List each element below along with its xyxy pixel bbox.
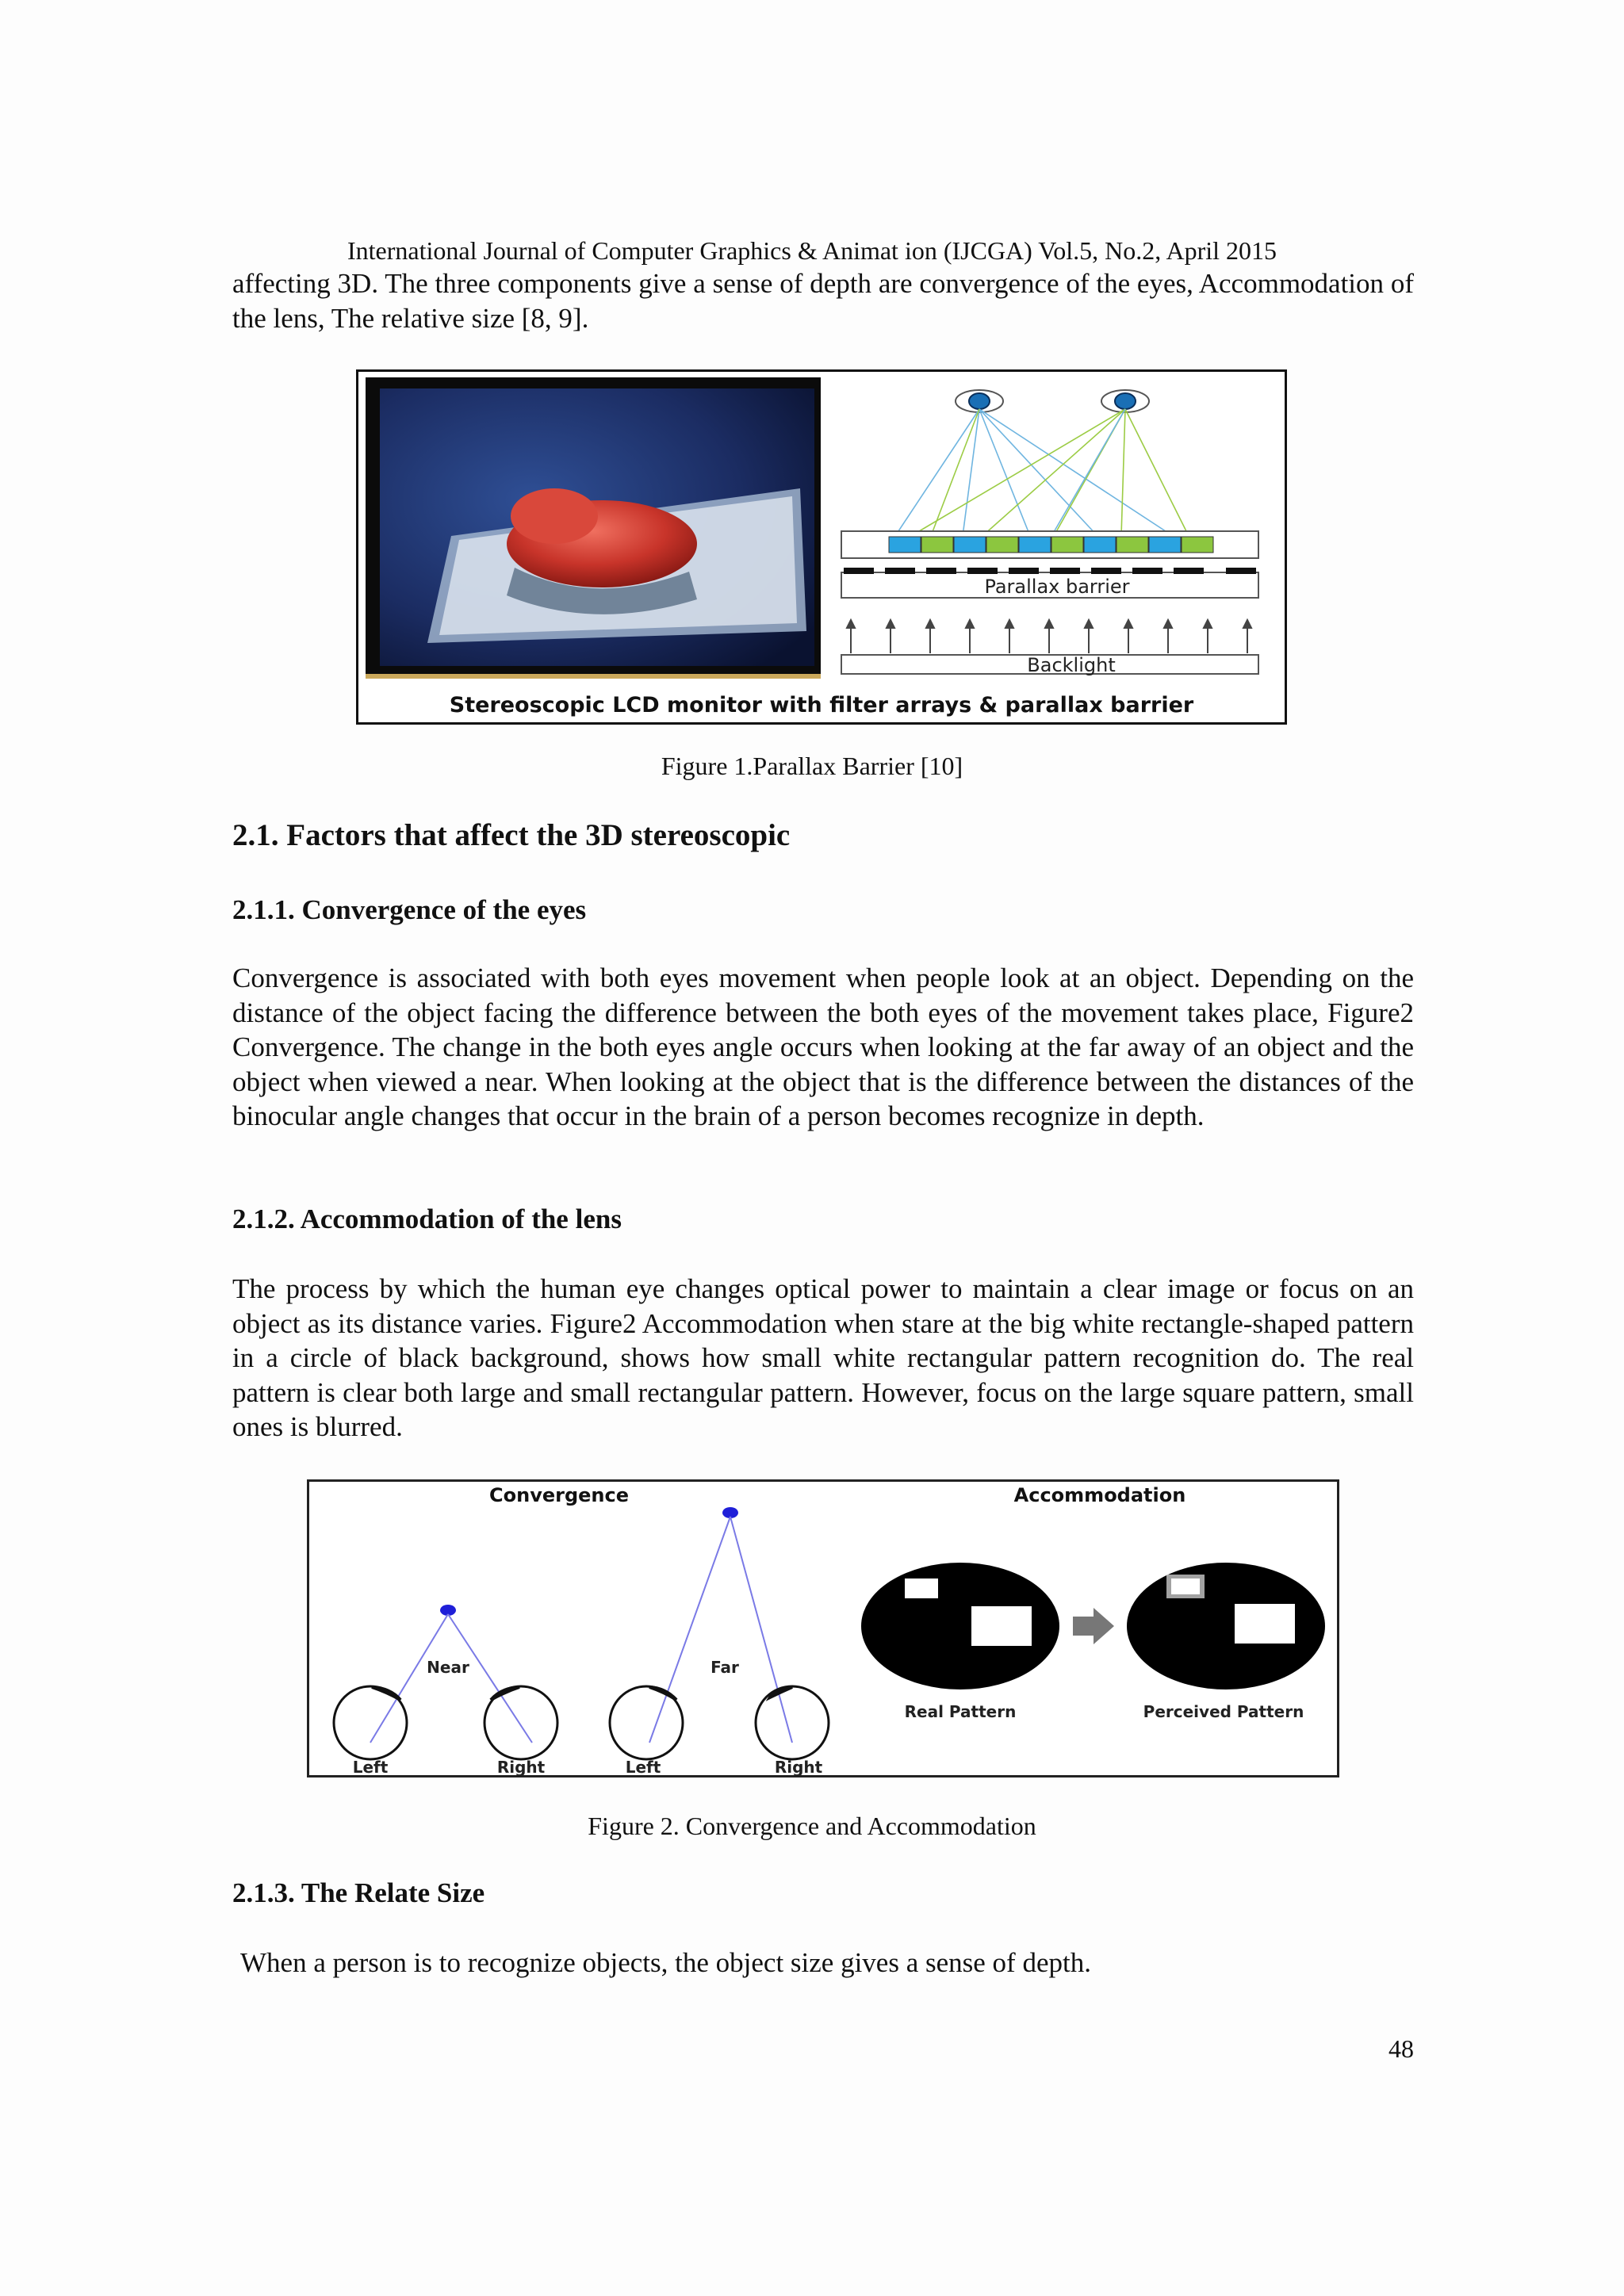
- figure-2-convergence-accommodation: [307, 1479, 1339, 1781]
- parallax-barrier-label: Parallax barrier: [984, 576, 1130, 598]
- far-right-eye-label: Right: [774, 1758, 823, 1777]
- section-2-1-heading: 2.1. Factors that affect the 3D stereoscopic: [232, 818, 791, 852]
- backlight: [841, 654, 1258, 676]
- intro-paragraph: affecting 3D. The three components give a sense of depth are convergence of the eyes, Accommodation of the lens, The relative size [8, 9].: [232, 268, 1414, 334]
- stereoscopic-monitor-photo: [366, 377, 821, 679]
- section-2-1-1-body: Convergence is associated with both eyes movement when people look at an object. Depending on the distance of the object facing the difference between the both eyes of the movement takes place, Figure2 Convergence. The change in the both eyes angle occurs when looking at the far away of an object and the object when viewed a near. When looking at the object that is the difference between the distances of the binocular angle changes that occur in the brain of a person becomes recognize in depth.: [232, 962, 1414, 1131]
- figure-1-parallax-barrier: [356, 369, 1287, 729]
- section-2-1-3-heading: 2.1.3. The Relate Size: [232, 1877, 485, 1908]
- far-label: Far: [710, 1658, 739, 1677]
- figure-2-caption: Figure 2. Convergence and Accommodation: [588, 1812, 1036, 1840]
- journal-header: International Journal of Computer Graphics & Animat ion (IJCGA) Vol.5, No.2, April 2015: [347, 236, 1277, 265]
- section-2-1-3-body: When a person is to recognize objects, the object size gives a sense of depth.: [240, 1947, 1091, 1978]
- page-number: 48: [1388, 2034, 1414, 2063]
- real-pattern-label: Real Pattern: [904, 1702, 1017, 1721]
- filter-array: [841, 531, 1258, 558]
- near-label: Near: [427, 1658, 469, 1677]
- near-right-eye-label: Right: [496, 1758, 546, 1777]
- figure-1-caption: Figure 1.Parallax Barrier [10]: [661, 752, 963, 780]
- near-left-eye-label: Left: [352, 1758, 389, 1777]
- section-2-1-2-body: The process by which the human eye changes optical power to maintain a clear image or focus on an object as its distance varies. Figure2 Accommodation when stare at the big white rectangle-shaped pattern in a circle of black background, shows how small white rectangular pattern recognition do. The real pattern is clear both large and small rectangular pattern. However, focus on the large square pattern, small ones is blurred.: [232, 1273, 1414, 1442]
- parallax-barrier: [841, 568, 1258, 598]
- figure-1-banner: Stereoscopic LCD monitor with filter arrays & parallax barrier: [449, 693, 1194, 718]
- perceived-pattern-label: Perceived Pattern: [1143, 1702, 1304, 1721]
- far-left-eye-label: Left: [625, 1758, 661, 1777]
- convergence-title: Convergence: [489, 1484, 629, 1506]
- backlight-label: Backlight: [1027, 654, 1116, 676]
- section-2-1-1-heading: 2.1.1. Convergence of the eyes: [232, 894, 587, 925]
- section-2-1-2-heading: 2.1.2. Accommodation of the lens: [232, 1203, 622, 1234]
- accommodation-title: Accommodation: [1013, 1484, 1186, 1506]
